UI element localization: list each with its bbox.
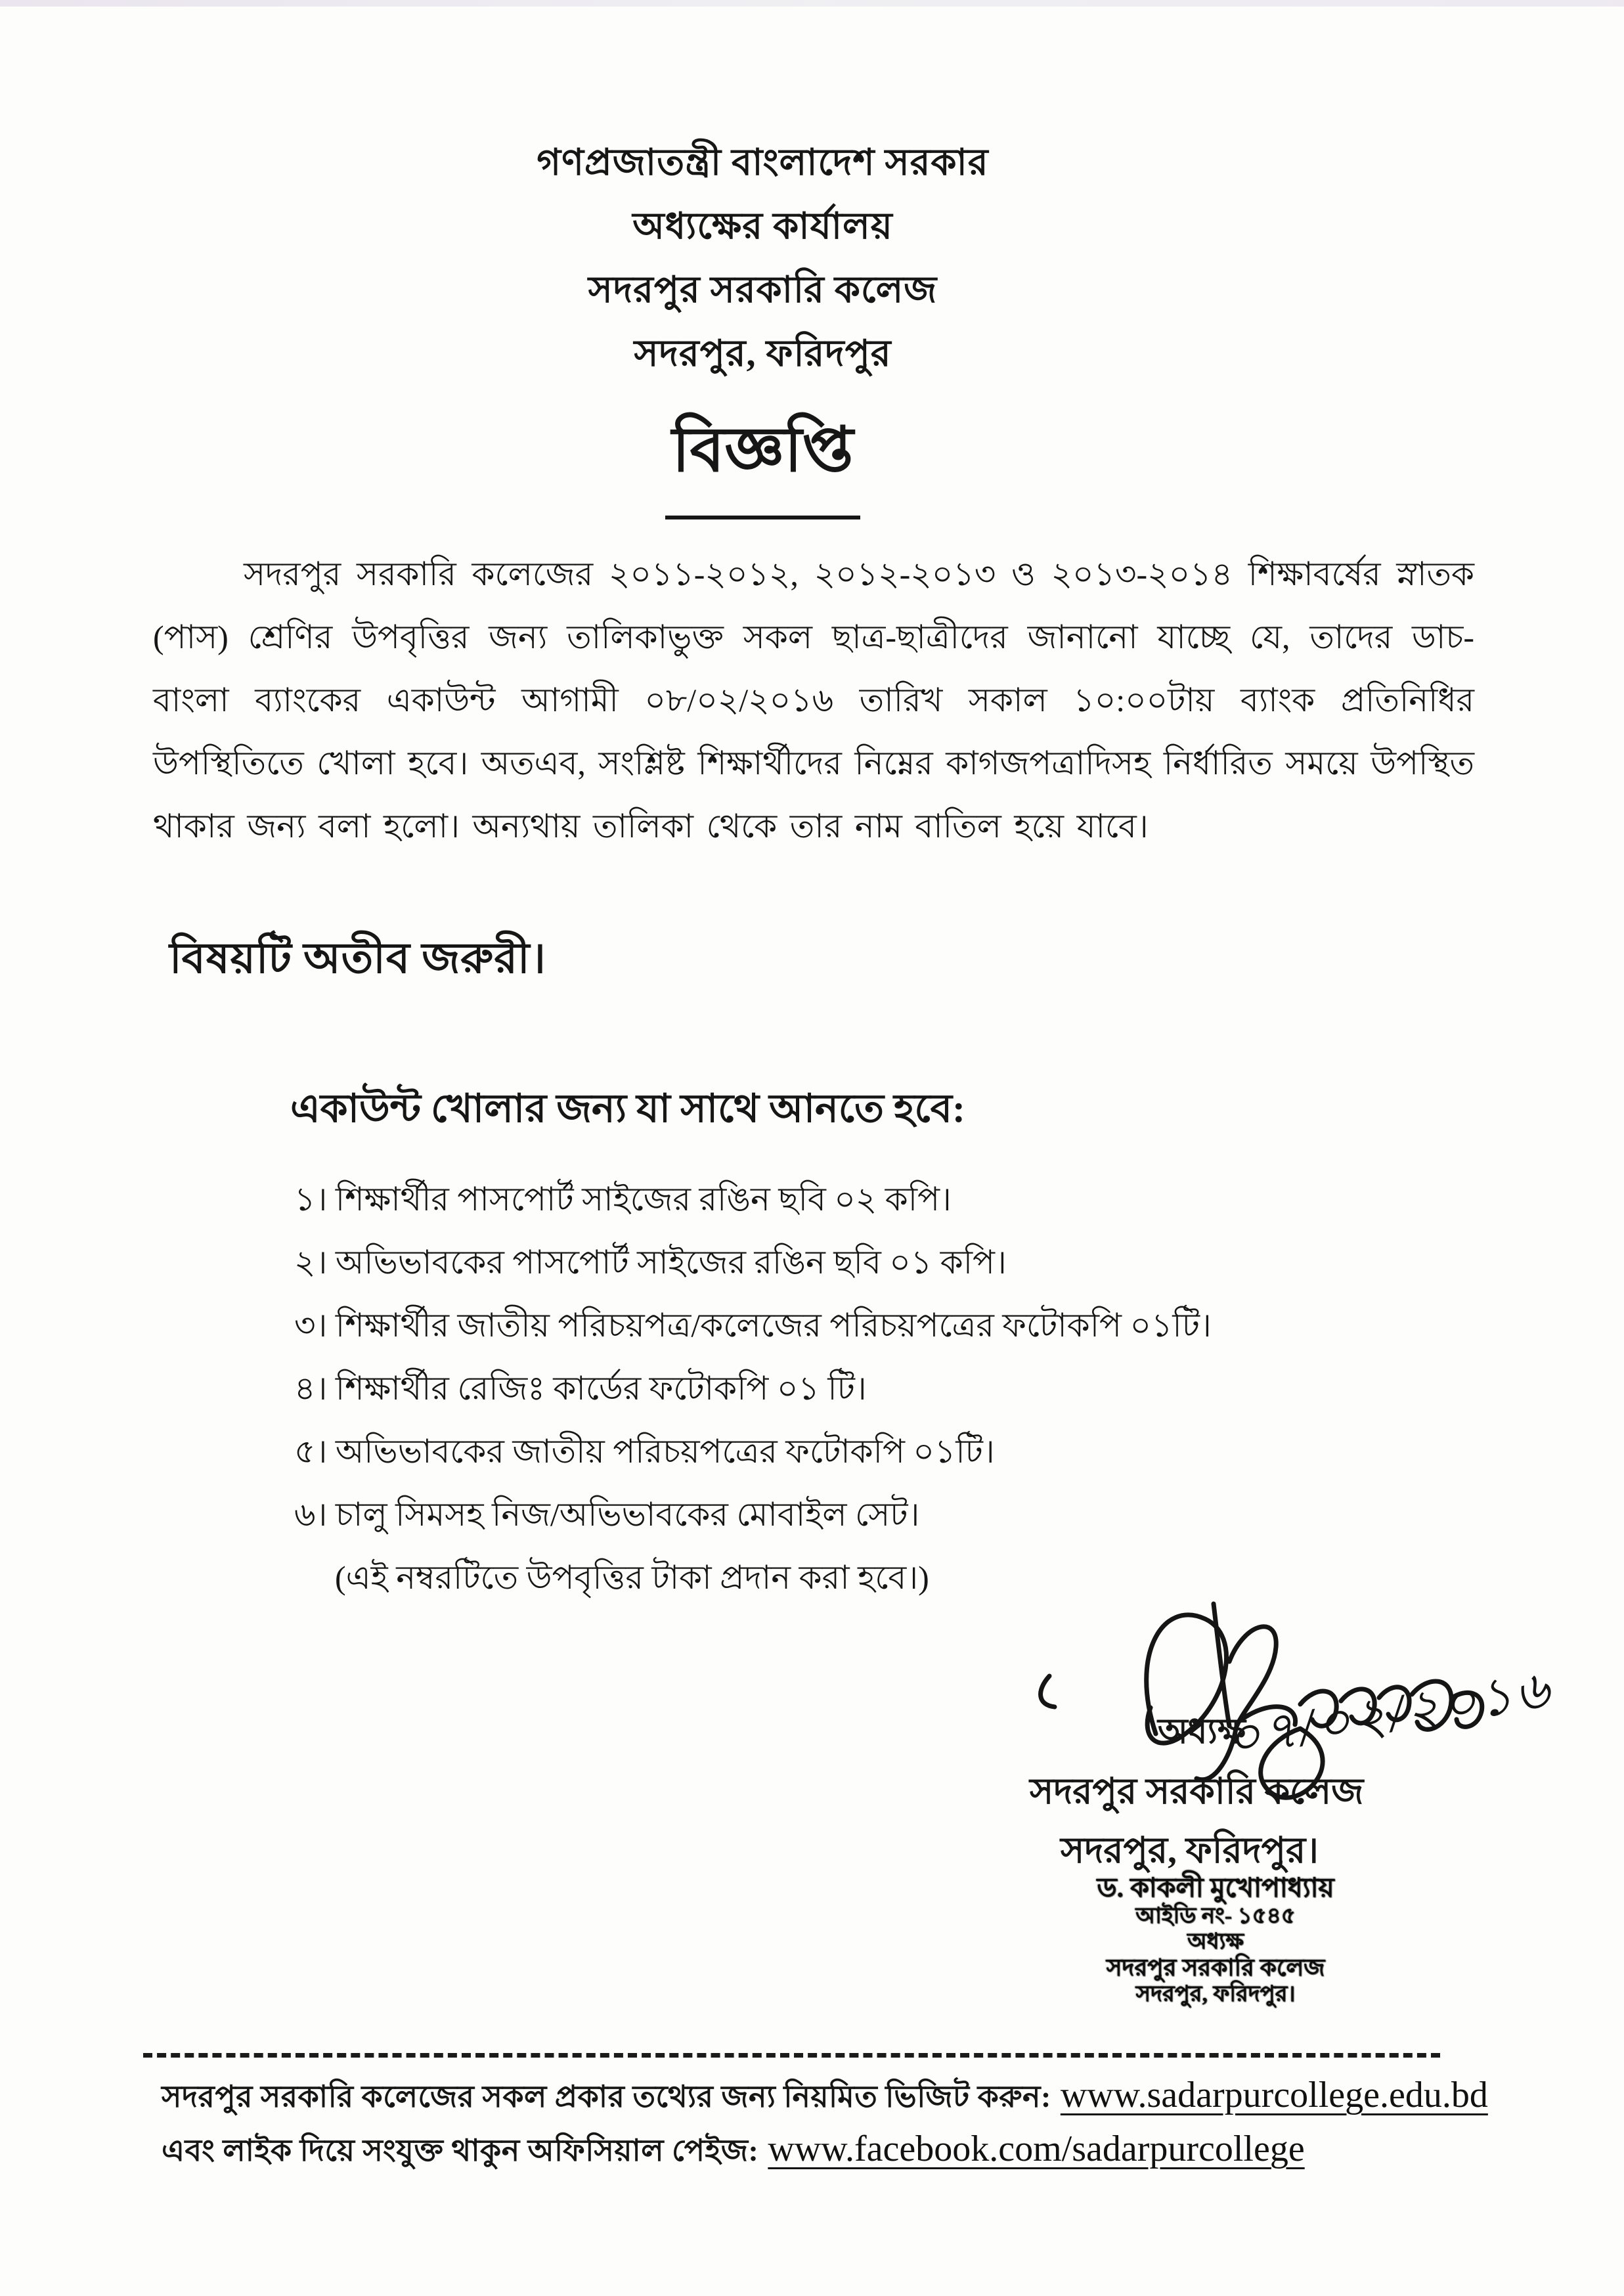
requirement-item: ৩। শিক্ষার্থীর জাতীয় পরিচয়পত্র/কলেজের পরিচয়পত্রের ফটোকপি ০১টি। xyxy=(294,1307,1212,1344)
signatory-address: সদরপুর, ফরিদপুর। xyxy=(1061,1830,1319,1870)
requirements-note: (এই নম্বরটিতে উপবৃত্তির টাকা প্রদান করা হবে।) xyxy=(335,1559,929,1596)
requirements-heading: একাউন্ট খোলার জন্য যা সাথে আনতে হবে: xyxy=(290,1087,966,1130)
requirement-item: ৪। শিক্ষার্থীর রেজিঃ কার্ডের ফটোকপি ০১ টি। xyxy=(294,1370,867,1407)
letterhead-college-line: সদরপুর সরকারি কলেজ xyxy=(588,270,938,311)
requirement-item: ৫। অভিভাবকের জাতীয় পরিচয়পত্রের ফটোকপি ০১টি। xyxy=(294,1433,995,1470)
stamp-organization: সদরপুর সরকারি কলেজ xyxy=(1106,1954,1325,1981)
footer-website-link[interactable]: www.sadarpurcollege.edu.bd xyxy=(1060,2075,1488,2115)
letterhead-office-line: অধ্যক্ষের কার্যালয় xyxy=(632,206,893,247)
stamp-designation: অধ্যক্ষ xyxy=(1187,1930,1244,1954)
urgent-note: বিষয়টি অতীব জরুরী। xyxy=(169,935,546,982)
signatory-designation: অধ্যক্ষ xyxy=(1158,1713,1246,1751)
letterhead-government-line: গণপ্রজাতন্ত্রী বাংলাদেশ সরকার xyxy=(537,143,989,183)
requirement-item: ১। শিক্ষার্থীর পাসপোর্ট সাইজের রঙিন ছবি ০২ কপি। xyxy=(294,1181,952,1218)
footer-website-label: সদরপুর সরকারি কলেজের সকল প্রকার তথ্যের জন্য নিয়মিত ভিজিট করুন: xyxy=(162,2080,1051,2113)
footer-facebook-line xyxy=(162,2128,1305,2178)
footer-website-line xyxy=(162,2074,1488,2124)
footer-facebook-link[interactable]: www.facebook.com/sadarpurcollege xyxy=(768,2129,1305,2169)
signatory-organization: সদরপুর সরকারি কলেজ xyxy=(1030,1771,1364,1811)
letterhead-location-line: সদরপুর, ফরিদপুর xyxy=(634,334,892,374)
stamp-address: সদরপুর, ফরিদপুর। xyxy=(1135,1982,1296,2006)
requirements-list xyxy=(294,1168,1450,1609)
notice-title: বিজ্ঞপ্তি xyxy=(665,402,860,519)
letterhead xyxy=(0,131,1575,386)
stamp-name: ড. কাকলী মুখোপাধ্যায় xyxy=(1097,1872,1334,1903)
scan-edge-artifact xyxy=(0,0,1624,7)
dashed-separator xyxy=(143,2053,1440,2058)
handwritten-date: ০৭/০২/২০১৬ xyxy=(1221,1660,1556,1769)
principal-stamp xyxy=(1047,1872,1384,2007)
notice-title-wrap xyxy=(0,402,1575,519)
stamp-id-number: আইডি নং- ১৫৪৫ xyxy=(1135,1904,1296,1928)
notice-body-paragraph: সদরপুর সরকারি কলেজের ২০১১-২০১২, ২০১২-২০১৩ ও ২০১৩-২০১৪ শিক্ষাবর্ষের স্নাতক (পাস) শ্রেণির উপবৃত্তির জন্য তালিকাভুক্ত সকল ছাত্র-ছাত্রীদের জানানো যাচ্ছে যে, তাদের ডাচ-বাংলা ব্যাংকের একাউন্ট আগামী ০৮/০২/২০১৬ তারিখ সকাল ১০:০০টায় ব্যাংক প্রতিনিধির উপস্থিতিতে খোলা হবে। অতএব, সংশ্লিষ্ট শিক্ষার্থীদের নিম্নের কাগজপত্রাদিসহ নির্ধারিত সময়ে উপস্থিত থাকার জন্য বলা হলো। অন্যথায় তালিকা থেকে তার নাম বাতিল হয়ে যাবে। xyxy=(153,556,1474,845)
footer-facebook-label: এবং লাইক দিয়ে সংযুক্ত থাকুন অফিসিয়াল পেইজ: xyxy=(162,2134,759,2167)
requirement-item: ৬। চালু সিমসহ নিজ/অভিভাবকের মোবাইল সেট। xyxy=(294,1496,920,1533)
signature-left-curl xyxy=(1041,1676,1055,1707)
requirement-item: ২। অভিভাবকের পাসপোর্ট সাইজের রঙিন ছবি ০১ কপি। xyxy=(294,1244,1007,1281)
